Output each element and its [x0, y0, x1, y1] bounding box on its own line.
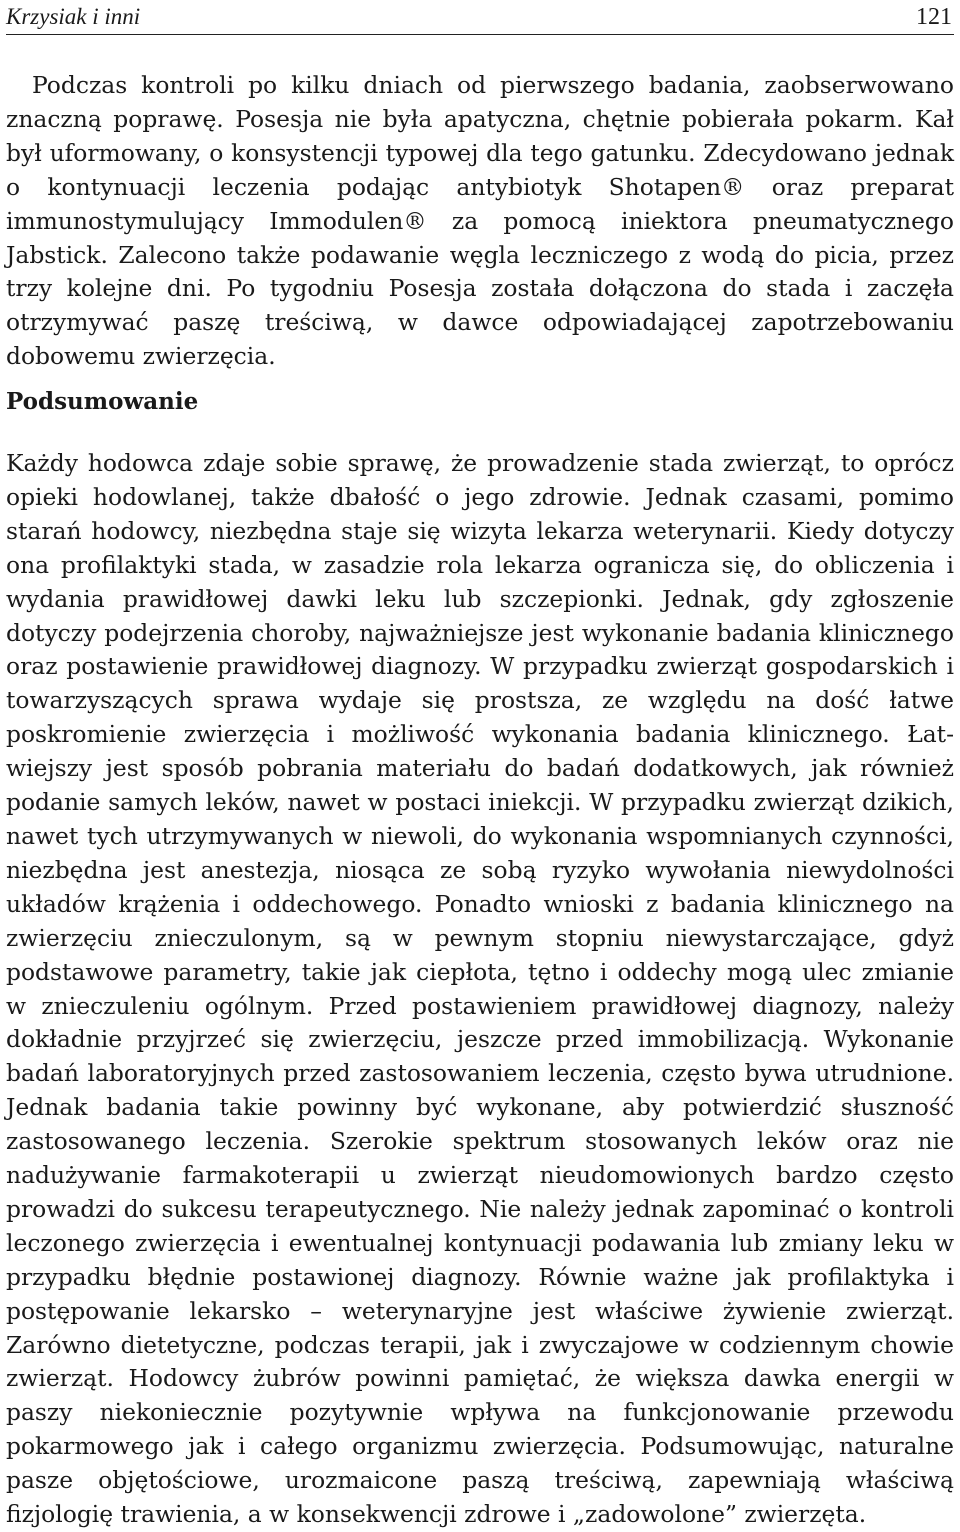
running-title: Krzysiak i inni	[6, 4, 141, 29]
paragraph-text: Każdy hodowca zdaje sobie sprawę, że prowadzenie stada zwierząt, to oprócz opieki hodowlanej, także dbałość o jego zdrowie. Jednak czasami, pomimo starań hodowcy, niezbędna staje się wizyta lekarza weterynarii. Kiedy dotyczy ona profilaktyki stada, w zasadzie rola lekarza ogranicza się, do obliczenia i wydania prawidłowej dawki leku lub szczepionki. Jednak, gdy zgłoszenie dotyczy podejrzenia choroby, najważniejsze jest wykonanie badania klinicznego oraz postawienie prawidłowej diagnozy. W przypadku zwierząt gospodarskich i towarzyszących sprawa wydaje się prostsza, ze względu na dość łatwe poskromienie zwierzęcia i możliwość wykonania badania klinicznego. Łatwiejszy jest sposób pobrania materiału do badań dodatkowych, jak również podanie samych leków, nawet w postaci iniekcji. W przypadku zwierząt dzikich, nawet tych utrzymywanych w niewoli, do wykonania wspomnianych czynności, niezbędna jest anestezja, niosąca ze sobą ryzyko wywołania niewydolności układów krążenia i oddechowego. Ponadto wnioski z badania klinicznego na zwierzęciu znieczulonym, są w pewnym stopniu niewystarczające, gdyż podstawowe parametry, takie jak ciepłota, tętno i oddechy mogą ulec zmianie w znieczuleniu ogólnym. Przed postawieniem prawidłowej diagnozy, należy dokładnie przyjrzeć się zwierzęciu, jeszcze przed immobilizacją. Wykonanie badań laboratoryjnych przed zastosowaniem leczenia, często bywa utrudnione. Jednak badania takie powinny być wykonane, aby potwierdzić słuszność zastosowanego leczenia. Szerokie spektrum stosowanych leków oraz nie nadużywanie farmakoterapii u zwierząt nieudomowionych bardzo często prowadzi do sukcesu terapeutycznego. Nie należy jednak zapominać o kontroli leczonego zwierzęcia i ewentualnej kontynuacji podawania lub zmiany leku w przypadku błędnie postawionej diagnozy. Równie ważne jak profilaktyka i postępowanie lekarsko – weterynaryjne jest właściwe żywienie zwierząt. Zarówno dietetyczne, podczas terapii, jak i zwyczajowe w codziennym chowie zwierząt. Hodowcy żubrów powinni pamiętać, że większa dawka energii w paszy niekoniecznie pozytywnie wpływa na funkcjonowanie przewodu pokarmowego jak i całego organizmu zwierzęcia. Podsumowując, naturalne pasze objętościowe, urozmaicone paszą treściwą, zapewniają właściwą fizjologię trawienia, a w konsekwencji zdrowe i „zadowolone” zwierzęta.	[6, 449, 954, 1529]
page-number: 121	[916, 3, 952, 30]
paragraph-text: Podczas kontroli po kilku dniach od pierwszego badania, zaobserwowano znaczną poprawę. Posesja nie była apatyczna, chętnie pobierała pokarm. Kał był uformowany, o konsystencji typowej dla tego gatunku. Zdecydowano jednak o kontynuacji leczenia podając antybiotyk Shotapen® oraz preparat immunostymulujący Immodulen® za pomocą iniektora pneumatycznego Jabstick. Zalecono także podawanie węgla leczniczego z wodą do picia, przez trzy kolejne dni. Po tygodniu Posesja została dołączona do stada i zaczęła otrzymywać paszę treściwą, w dawce odpowiadającej zapotrzebowaniu dobowemu zwierzęcia.	[6, 71, 954, 371]
section-heading: Podsumowanie	[6, 388, 199, 415]
body-paragraph	[6, 69, 954, 374]
running-header	[6, 0, 954, 35]
body-paragraph	[6, 447, 954, 1532]
